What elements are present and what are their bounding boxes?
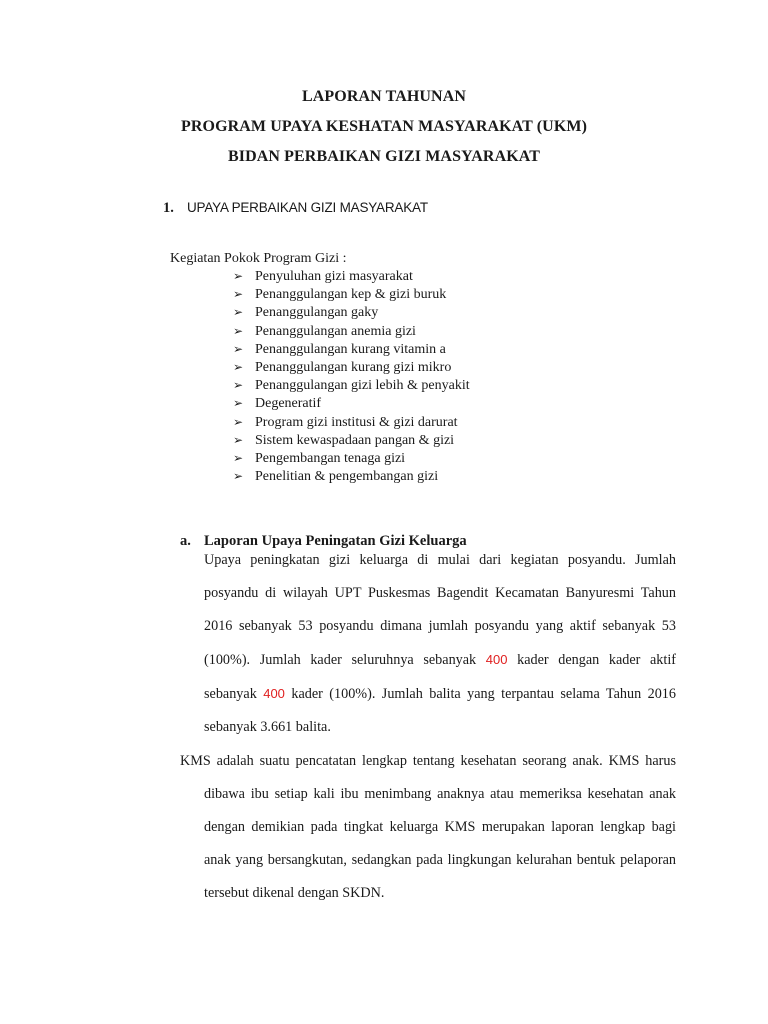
list-item: [233, 394, 470, 412]
kegiatan-list: [233, 267, 470, 485]
arrow-bullet-icon: ➢: [233, 432, 244, 447]
kader-total-value: 400: [485, 652, 508, 667]
list-item-label: Penanggulangan kep & gizi buruk: [255, 287, 447, 303]
arrow-bullet-icon: ➢: [233, 469, 244, 484]
list-item-label: Penelitian & pengembangan gizi: [255, 469, 439, 485]
arrow-bullet-icon: ➢: [233, 414, 244, 429]
kms-paragraph: KMS adalah suatu pencatatan lengkap tentang kesehatan seorang anak. KMS harus dibawa ibu setiap kali ibu menimbang anaknya atau memeriksa kesehatan anak dengan demikian pada tingkat keluarga KMS merupakan laporan lengkap bagi anak yang bersangkutan, sedangkan pada lingkungan kelurahan bentuk pelaporan tersebut dikenal dengan SKDN.: [180, 753, 676, 901]
arrow-bullet-icon: ➢: [233, 323, 244, 338]
list-item: [233, 303, 470, 321]
arrow-bullet-icon: ➢: [233, 450, 244, 465]
section-1-number: 1.: [163, 200, 174, 216]
list-item: [233, 285, 470, 303]
kegiatan-label: Kegiatan Pokok Program Gizi :: [170, 251, 347, 266]
list-item: [233, 322, 470, 340]
list-item: [233, 467, 470, 485]
para1-text-2: kader dengan kader aktif sebanyak: [204, 652, 677, 702]
list-item-label: Penanggulangan gaky: [255, 305, 379, 321]
list-item: [233, 340, 470, 358]
arrow-bullet-icon: ➢: [233, 378, 244, 393]
list-item-label: Penanggulangan kurang vitamin a: [255, 341, 446, 357]
arrow-bullet-icon: ➢: [233, 359, 244, 374]
list-item: [233, 267, 470, 285]
kader-aktif-value: 400: [263, 686, 285, 701]
title-line-1: LAPORAN TAHUNAN: [301, 88, 467, 105]
list-item: [233, 449, 470, 467]
list-item-label: Penanggulangan gizi lebih & penyakit: [255, 378, 470, 394]
subsection-a-title: Laporan Upaya Peningatan Gizi Keluarga: [204, 533, 467, 549]
arrow-bullet-icon: ➢: [233, 396, 244, 411]
arrow-bullet-icon: ➢: [233, 305, 244, 320]
para1-text-1: Upaya peningkatan gizi keluarga di mulai dari kegiatan posyandu. Jumlah posyandu di wilayah UPT Puskesmas Bagendit Kecamatan Banyuresmi Tahun 2016 sebanyak 53 posyandu dimana jumlah posyandu yang aktif sebanyak 53 (100%). Jumlah kader seluruhnya sebanyak: [204, 552, 676, 668]
title-line-3: BIDAN PERBAIKAN GIZI MASYARAKAT: [227, 148, 541, 165]
section-1-heading: [163, 200, 428, 217]
arrow-bullet-icon: ➢: [233, 341, 244, 356]
list-item-label: Penanggulangan anemia gizi: [255, 323, 416, 339]
section-1-title: UPAYA PERBAIKAN GIZI MASYARAKAT: [187, 200, 428, 215]
title-line-2: PROGRAM UPAYA KESHATAN MASYARAKAT (UKM): [181, 118, 587, 135]
subsection-a-letter: a.: [180, 533, 191, 549]
list-item-label: Program gizi institusi & gizi darurat: [255, 414, 458, 430]
list-item-label: Pengembangan tenaga gizi: [255, 450, 406, 466]
para1-text-3: kader (100%). Jumlah balita yang terpantau selama Tahun 2016 sebanyak 3.661 balita.: [204, 686, 676, 735]
arrow-bullet-icon: ➢: [233, 287, 244, 302]
arrow-bullet-icon: ➢: [233, 269, 244, 283]
list-item: [233, 376, 470, 394]
list-item-label: Sistem kewaspadaan pangan & gizi: [255, 432, 455, 448]
list-item: [233, 413, 470, 431]
list-item: [233, 358, 470, 376]
posyandu-paragraph: [204, 544, 676, 744]
list-item-label: Penyuluhan gizi masyarakat: [255, 269, 413, 284]
list-item-label: Penanggulangan kurang gizi mikro: [255, 359, 452, 375]
list-item: [233, 431, 470, 449]
list-item-label: Degeneratif: [255, 396, 322, 412]
